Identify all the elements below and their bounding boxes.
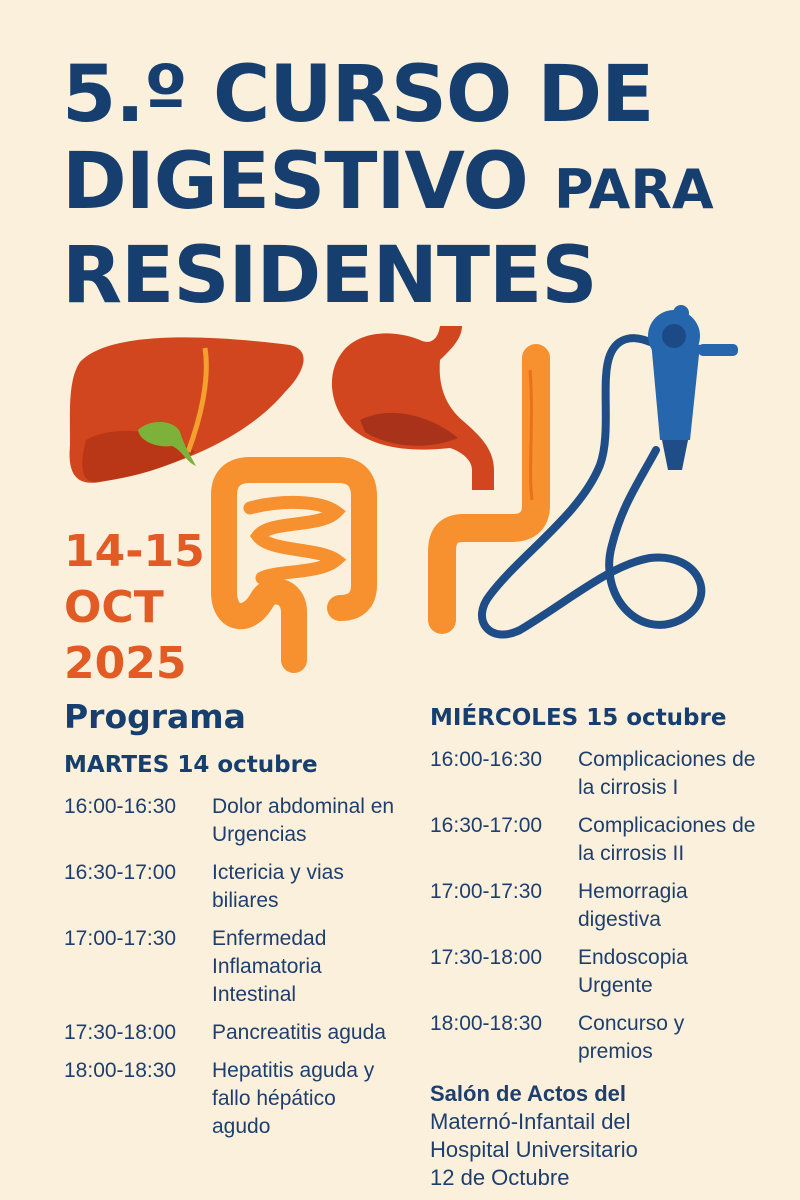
- session-time: 16:00-16:30: [64, 795, 177, 818]
- session-topic: Hepatitis aguda y fallo hépático agudo: [212, 1059, 375, 1138]
- session-time: 16:30-17:00: [64, 861, 177, 884]
- title-line-2-small: PARA: [553, 158, 714, 221]
- session-topic: Dolor abdominal en Urgencias: [212, 795, 395, 846]
- tuesday-schedule: [64, 793, 416, 1151]
- session-topic: Enfermedad Inflamatoria Intestinal: [212, 927, 327, 1006]
- title-line-2: DIGESTIVO: [62, 137, 528, 227]
- date-month: OCT: [64, 582, 164, 633]
- venue-info: [430, 1080, 790, 1192]
- wednesday-heading: MIÉRCOLES 15 octubre: [430, 705, 727, 731]
- schedule-row: [430, 1010, 770, 1066]
- session-topic: Complicaciones de la cirrosis I: [578, 748, 756, 799]
- schedule-row: [430, 878, 770, 934]
- schedule-row: [64, 793, 416, 849]
- session-time: 16:30-17:00: [430, 814, 543, 837]
- title-line-1: 5.º CURSO DE: [62, 50, 654, 140]
- session-topic: Concurso y premios: [578, 1012, 685, 1063]
- schedule-row: [430, 812, 770, 868]
- date-year: 2025: [64, 638, 187, 689]
- session-topic: Ictericia y vias biliares: [212, 861, 344, 912]
- session-time: 18:00-18:30: [64, 1059, 177, 1082]
- colon-icon: [224, 470, 364, 660]
- schedule-row: [64, 1057, 416, 1141]
- session-time: 17:00-17:30: [64, 927, 177, 950]
- venue-line-1: Salón de Actos del: [430, 1081, 627, 1106]
- session-topic: Hemorragia digestiva: [578, 880, 688, 931]
- title-line-3: RESIDENTES: [62, 231, 597, 321]
- tuesday-heading: MARTES 14 octubre: [64, 752, 318, 778]
- session-time: 17:30-18:00: [430, 946, 543, 969]
- schedule-row: [64, 925, 416, 1009]
- session-topic: Pancreatitis aguda: [212, 1021, 386, 1044]
- session-time: 16:00-16:30: [430, 748, 543, 771]
- venue-line-2: Maternó-Infantail del: [430, 1109, 631, 1134]
- wednesday-schedule: [430, 746, 770, 1076]
- program-heading: Programa: [64, 697, 246, 736]
- session-topic: Complicaciones de la cirrosis II: [578, 814, 756, 865]
- session-time: 17:30-18:00: [64, 1021, 177, 1044]
- session-topic: Endoscopia Urgente: [578, 946, 688, 997]
- venue-line-4: 12 de Octubre: [430, 1165, 570, 1190]
- schedule-row: [64, 859, 416, 915]
- session-time: 18:00-18:30: [430, 1012, 543, 1035]
- schedule-row: [430, 944, 770, 1000]
- date-days: 14-15: [64, 526, 205, 577]
- venue-line-3: Hospital Universitario: [430, 1137, 638, 1162]
- session-time: 17:00-17:30: [430, 880, 543, 903]
- schedule-row: [64, 1019, 416, 1047]
- event-date: [64, 524, 205, 692]
- endoscope-icon: [482, 305, 738, 635]
- schedule-row: [430, 746, 770, 802]
